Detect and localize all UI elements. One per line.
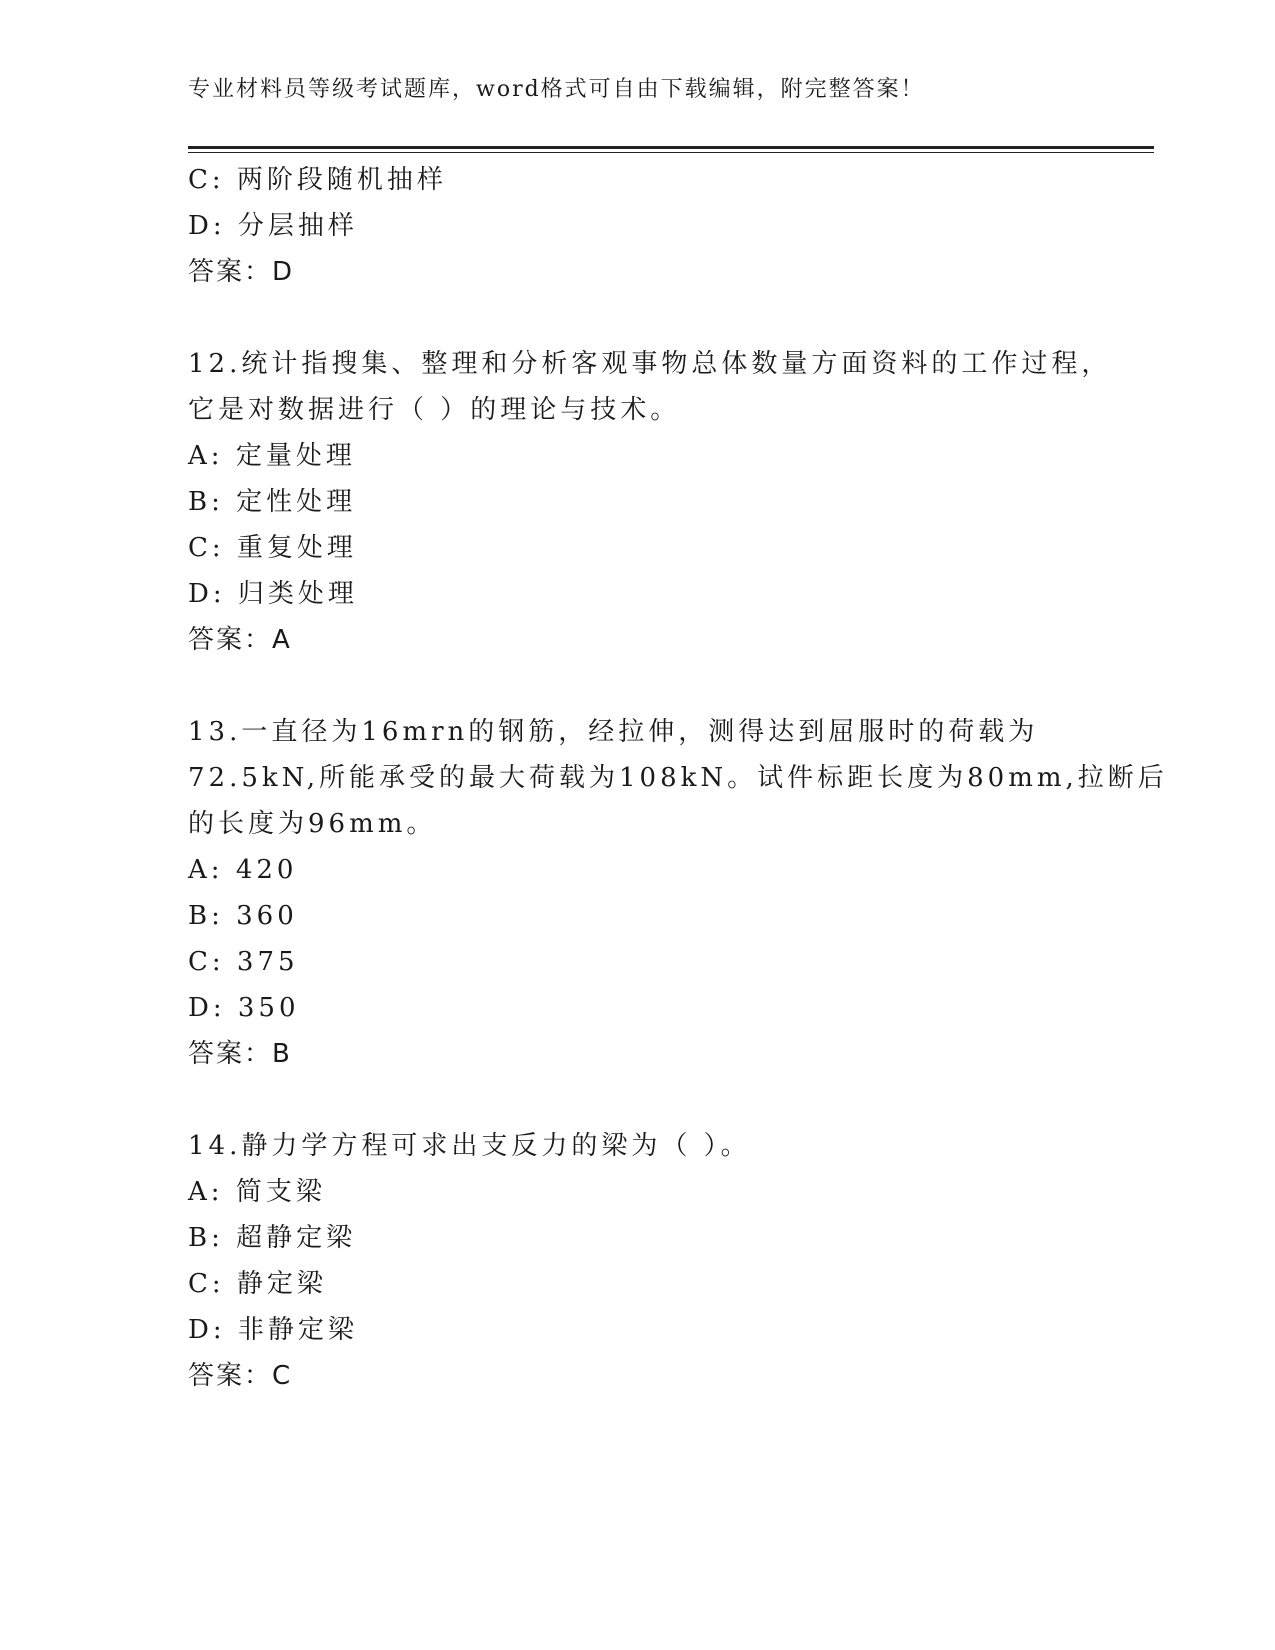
option-b (188, 1215, 1088, 1261)
question-stem-line: 的长度为96mm。 (188, 809, 437, 839)
option-c (188, 939, 1088, 985)
option-text: 定性处理 (236, 487, 357, 517)
option-text: 归类处理 (237, 579, 358, 609)
option-key: A: (188, 1177, 224, 1207)
option-text: 360 (236, 901, 298, 931)
option-text: 分层抽样 (237, 211, 358, 241)
question-12 (188, 341, 1112, 663)
option-key: C: (188, 165, 225, 195)
answer-line: 答案：C (188, 1361, 293, 1391)
option-text: 两阶段随机抽样 (236, 165, 447, 195)
option-key: D: (188, 1315, 226, 1345)
question-stem-line: 它是对数据进行（ ）的理论与技术。 (188, 395, 681, 425)
option-d (188, 203, 1088, 249)
option-d (188, 571, 1088, 617)
option-c (188, 525, 1088, 571)
question-stem-line: 13.一直径为16mrn的钢筋，经拉伸，测得达到屈服时的荷载为 (188, 717, 1039, 747)
option-a (188, 1169, 1088, 1215)
option-b (188, 893, 1088, 939)
option-c (188, 1261, 1088, 1307)
option-d (188, 1307, 1088, 1353)
page-header: 专业材料员等级考试题库，word格式可自由下载编辑，附完整答案！ (188, 77, 925, 102)
option-text: 简支梁 (235, 1177, 326, 1207)
option-b (188, 479, 1088, 525)
question-13 (188, 709, 1168, 1077)
option-key: C: (188, 533, 225, 563)
option-key: D: (188, 993, 226, 1023)
option-key: C: (188, 1269, 225, 1299)
question-stem-line: 72.5kN,所能承受的最大荷载为108kN。试件标距长度为80mm,拉断后 (188, 763, 1168, 793)
option-a (188, 847, 1088, 893)
option-c (188, 157, 1088, 203)
document-body (188, 157, 1168, 1399)
option-key: B: (188, 487, 224, 517)
option-a (188, 433, 1088, 479)
option-key: A: (188, 855, 224, 885)
question-14 (188, 1123, 1088, 1399)
option-d (188, 985, 1088, 1031)
option-text: 超静定梁 (236, 1223, 357, 1253)
option-key: D: (188, 579, 226, 609)
question-stem-line: 12.统计指搜集、整理和分析客观事物总体数量方面资料的工作过程， (188, 349, 1112, 379)
option-text: 非静定梁 (237, 1315, 358, 1345)
continued-question (188, 157, 1088, 295)
answer-line: 答案：A (188, 625, 292, 655)
question-stem-line: 14.静力学方程可求出支反力的梁为（ ）。 (188, 1131, 751, 1161)
option-text: 350 (237, 993, 300, 1023)
option-text: 重复处理 (236, 533, 357, 563)
option-key: B: (188, 901, 224, 931)
option-key: D: (188, 211, 226, 241)
option-key: A: (188, 441, 224, 471)
header-rule-thin (188, 152, 1154, 153)
option-text: 定量处理 (235, 441, 356, 471)
option-key: C: (188, 947, 225, 977)
header-rule-thick (188, 146, 1154, 149)
option-key: B: (188, 1223, 224, 1253)
option-text: 375 (236, 947, 299, 977)
option-text: 420 (235, 855, 298, 885)
answer-line: 答案：B (188, 1039, 292, 1069)
answer-line: 答案：D (188, 257, 295, 287)
option-text: 静定梁 (236, 1269, 327, 1299)
